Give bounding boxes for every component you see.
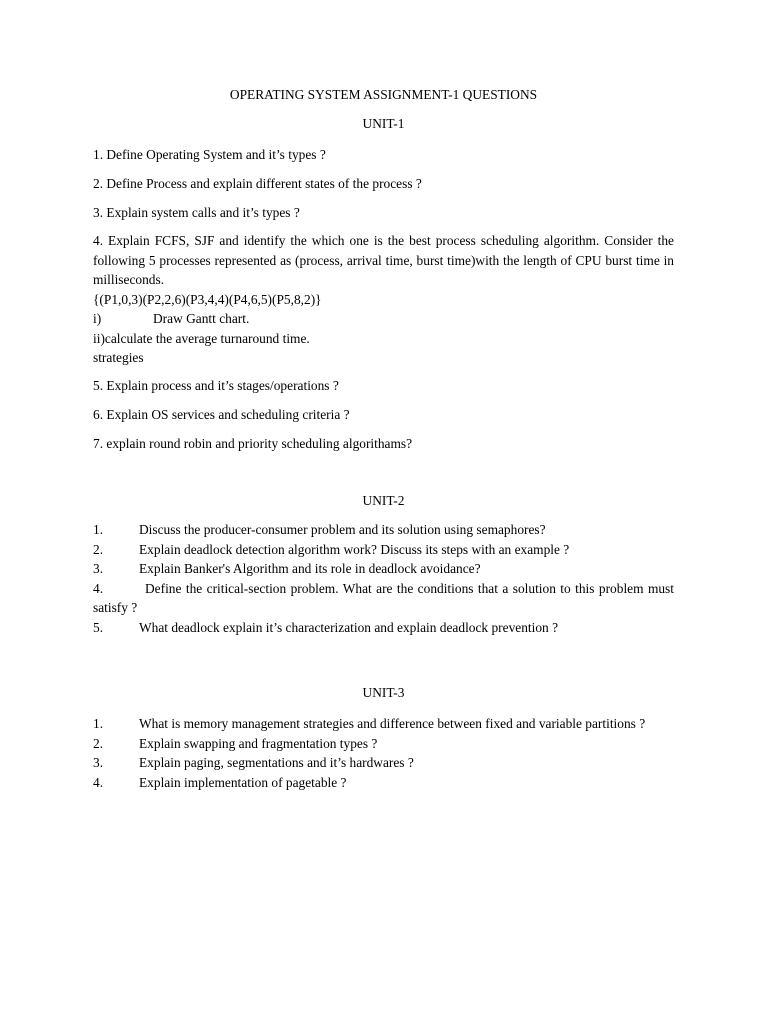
list-item-text: Explain Banker's Algorithm and its role in deadlock avoidance? (139, 561, 481, 576)
unit3-question-list (93, 714, 674, 792)
list-item-text: Explain swapping and fragmentation types ? (139, 735, 378, 751)
list-item (93, 579, 674, 618)
process-set: {(P1,0,3)(P2,2,6)(P3,4,4)(P4,6,5)(P5,8,2)} (93, 291, 322, 307)
sub-question-1-text: Draw Gantt chart. (153, 311, 250, 326)
list-item-text: What deadlock explain it’s characterization and explain deadlock prevention ? (139, 619, 559, 635)
sub-question-2: ii)calculate the average turnaround time. (93, 330, 310, 346)
unit1-question-6: 6. Explain OS services and scheduling criteria ? (93, 407, 350, 422)
unit1-heading: UNIT-1 (362, 116, 405, 131)
list-item-number: 1. (93, 716, 104, 731)
list-item-text: Define the critical-section problem. What are the conditions that a solution to this problem must satisfy ? (93, 580, 674, 615)
list-item-text: Discuss the producer-consumer problem and its solution using semaphores? (139, 522, 546, 537)
sub-question-1-number: i) (93, 311, 102, 326)
unit1-question-2: 2. Define Process and explain different states of the process ? (93, 176, 422, 191)
list-item (93, 714, 674, 734)
list-item-text: What is memory management strategies and difference between fixed and variable partitions ? (139, 716, 646, 731)
stray-text: strategies (93, 350, 144, 365)
unit1-question-1: 1. Define Operating System and it’s types ? (93, 147, 326, 162)
unit1-question-4 (93, 231, 674, 368)
sub-question-1 (93, 309, 674, 329)
unit1-question-3: 3. Explain system calls and it’s types ? (93, 205, 300, 220)
list-item-number: 4. (93, 580, 104, 596)
list-item-number: 5. (93, 619, 104, 635)
list-item (93, 559, 674, 579)
list-item (93, 520, 674, 540)
unit2-heading: UNIT-2 (362, 493, 405, 508)
unit1-question-5: 5. Explain process and it’s stages/operations ? (93, 378, 339, 393)
list-item (93, 618, 674, 638)
list-item-text: Explain implementation of pagetable ? (139, 774, 347, 790)
unit1-question-4-text: 4. Explain FCFS, SJF and identify the which one is the best process scheduling algorithm. Consider the following 5 processes represented as (process, arrival time, burst time)with the length of CPU burst time in milliseconds. (93, 233, 674, 287)
list-item (93, 753, 674, 773)
list-item-text: Explain deadlock detection algorithm work? Discuss its steps with an example ? (139, 541, 570, 557)
list-item-number: 4. (93, 774, 104, 790)
list-item (93, 540, 674, 560)
list-item-number: 1. (93, 522, 104, 537)
list-item-number: 3. (93, 561, 104, 576)
list-item-number: 3. (93, 755, 104, 770)
unit3-heading: UNIT-3 (362, 685, 405, 700)
list-item (93, 734, 674, 754)
list-item-text: Explain paging, segmentations and it’s hardwares ? (139, 755, 414, 770)
document-title: OPERATING SYSTEM ASSIGNMENT-1 QUESTIONS (229, 87, 538, 102)
unit2-question-list (93, 520, 674, 637)
list-item-number: 2. (93, 541, 104, 557)
unit1-question-7: 7. explain round robin and priority scheduling algorithams? (93, 436, 413, 451)
list-item-number: 2. (93, 735, 104, 751)
list-item (93, 773, 674, 793)
